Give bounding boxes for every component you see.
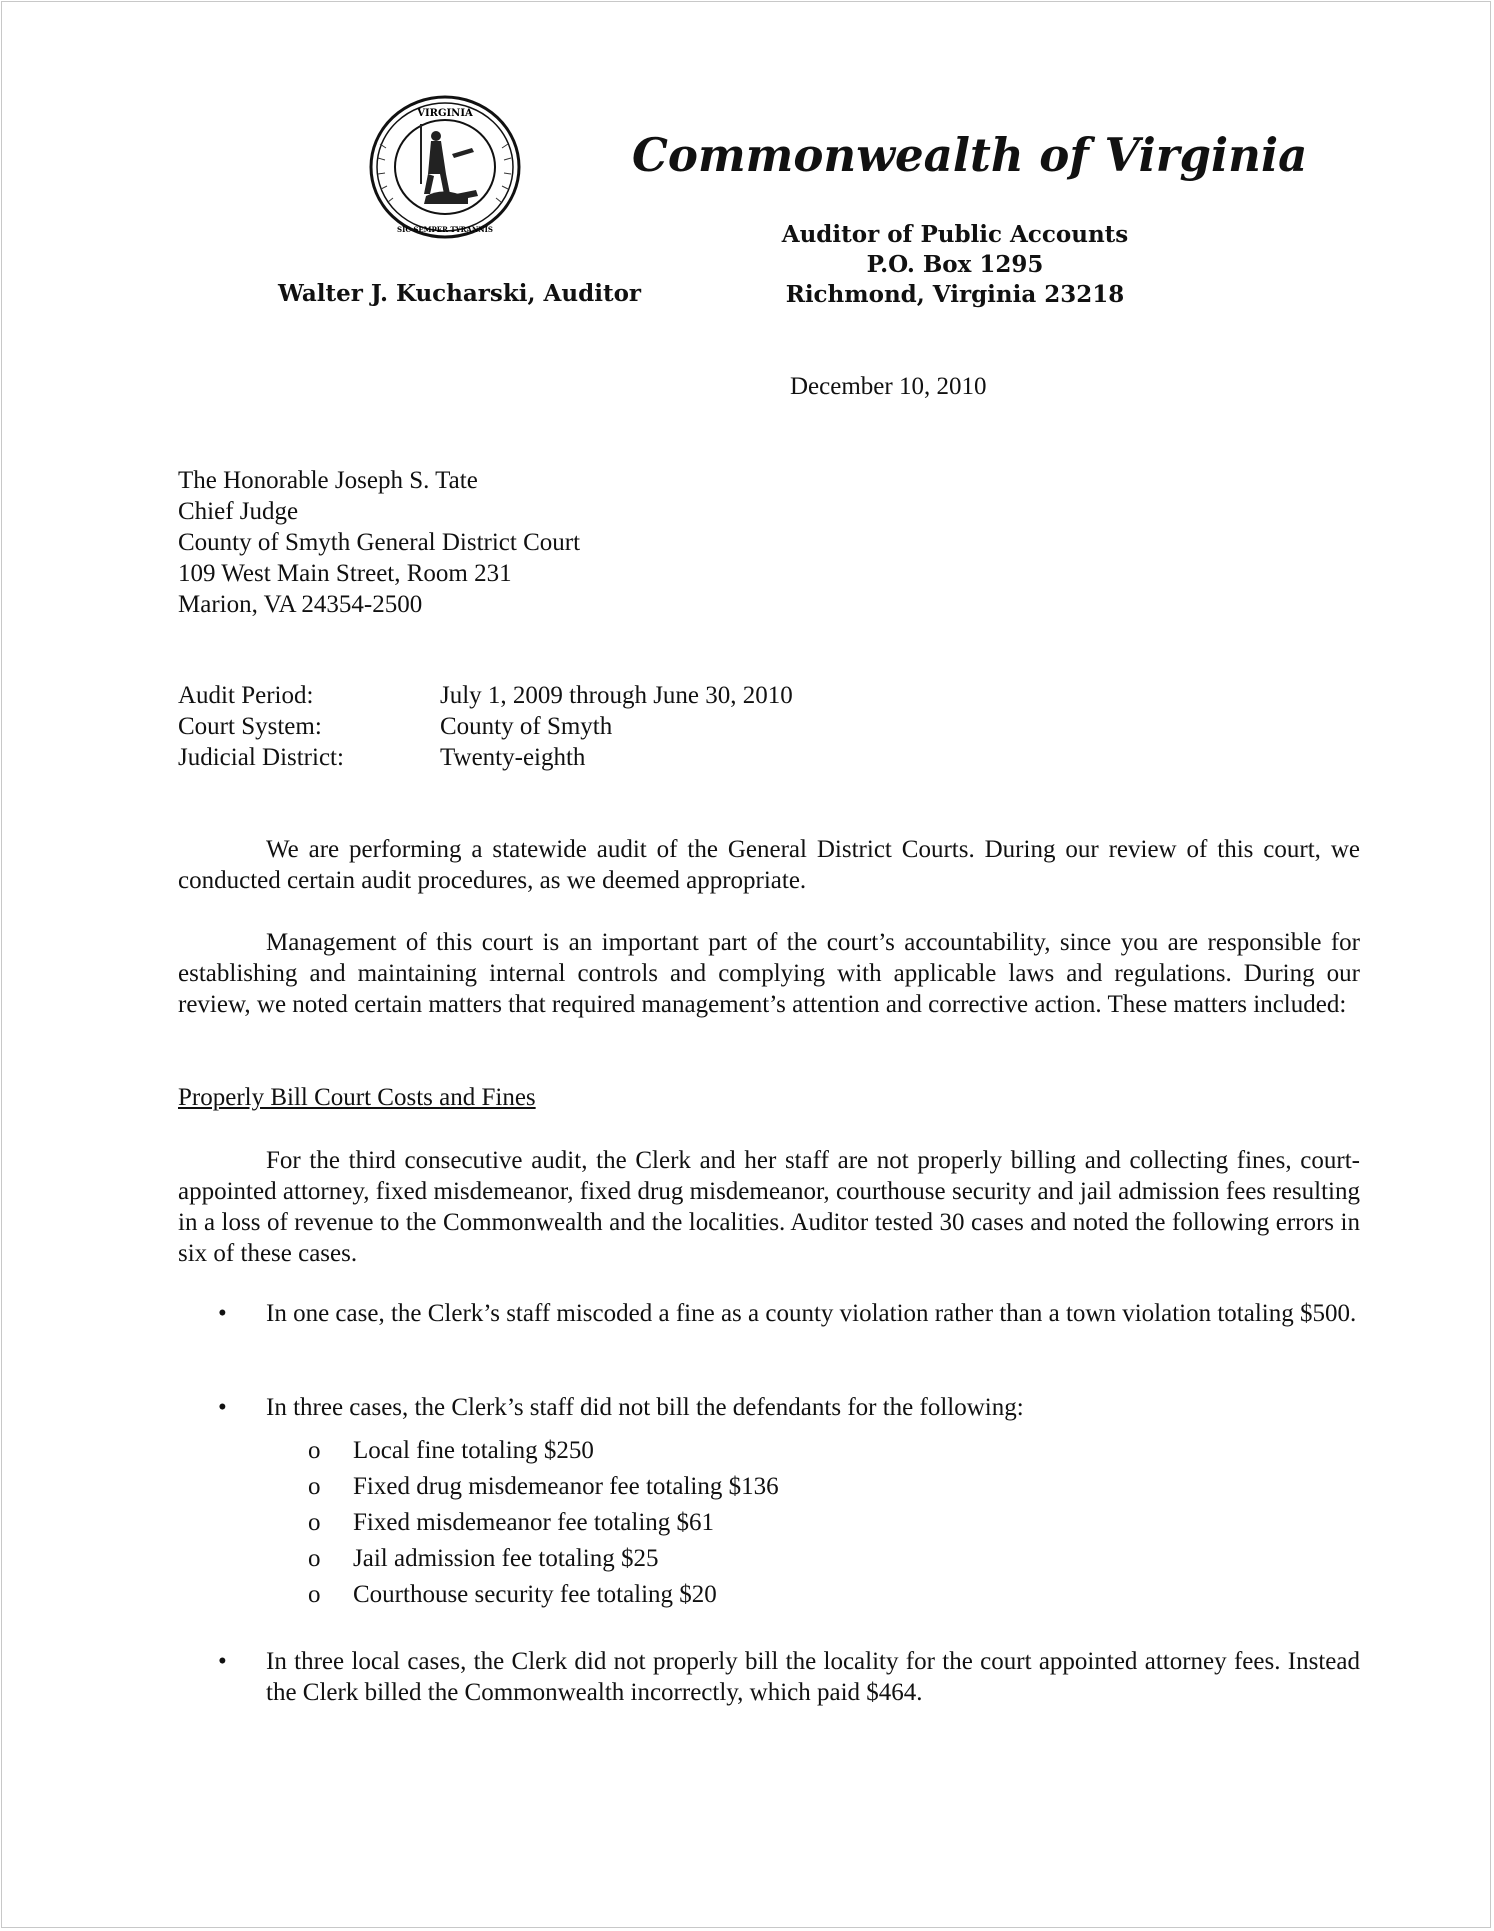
sub-item-text: Jail admission fee totaling $25 (353, 1545, 659, 1572)
bullet-text: In three cases, the Clerk’s staff did not bill the defendants for the following: (266, 1394, 1024, 1421)
sub-list-item (308, 1579, 779, 1615)
sub-item-text: Local fine totaling $250 (353, 1437, 594, 1464)
sub-marker: o (308, 1473, 321, 1500)
city-state-zip: Richmond, Virginia 23218 (785, 281, 1125, 308)
sub-item-text: Courthouse security fee totaling $20 (353, 1581, 717, 1608)
bullet-marker: • (218, 1394, 227, 1421)
bullet-item (178, 1298, 1360, 1329)
seal-bottom-text: SIC SEMPER TYRANNIS (397, 225, 493, 234)
address-line: County of Smyth General District Court (178, 529, 581, 556)
sub-marker: o (308, 1509, 321, 1536)
court-system-label: Court System: (178, 713, 322, 740)
audit-period-label: Audit Period: (178, 682, 314, 709)
letterhead-title: Commonwealth of Virginia (632, 128, 1308, 182)
sub-item-text: Fixed drug misdemeanor fee totaling $136 (353, 1473, 779, 1500)
office-name: Auditor of Public Accounts (781, 221, 1129, 248)
judicial-district-value: Twenty-eighth (440, 744, 586, 771)
auditor-name: Walter J. Kucharski, Auditor (278, 280, 642, 307)
paragraph-management: Management of this court is an important part of the court’s accountability, since you are responsible for establishing and maintaining internal controls and complying with applicable laws and regulations. During our review, we noted certain matters that required management’s attention and corrective action. These matters included: (178, 929, 1360, 1018)
paragraph-findings: For the third consecutive audit, the Clerk and her staff are not properly billing and collecting fines, court-appointed attorney, fixed misdemeanor, fixed drug misdemeanor, courthouse security and jail admission fees resulting in a loss of revenue to the Commonwealth and the localities. Auditor tested 30 cases and noted the following errors in six of these cases. (178, 1147, 1360, 1267)
po-box: P.O. Box 1295 (866, 251, 1044, 278)
sub-list-item (308, 1507, 779, 1543)
seal-top-text: VIRGINIA (417, 108, 473, 119)
section-heading: Properly Bill Court Costs and Fines (178, 1084, 536, 1111)
bullet-marker: • (218, 1300, 227, 1327)
address-line: Chief Judge (178, 498, 299, 525)
office-address (760, 220, 1150, 310)
audit-details (178, 680, 793, 773)
address-line: 109 West Main Street, Room 231 (178, 560, 512, 587)
bullet-text: In three local cases, the Clerk did not properly bill the locality for the court appointed attorney fees. Instead the Clerk billed the Commonwealth incorrectly, which paid $464. (266, 1648, 1360, 1706)
sub-list-item (308, 1543, 779, 1579)
sub-item-text: Fixed misdemeanor fee totaling $61 (353, 1509, 715, 1536)
letter-date: December 10, 2010 (790, 373, 987, 400)
address-line: The Honorable Joseph S. Tate (178, 467, 478, 494)
bullet-item (178, 1646, 1360, 1708)
sub-marker: o (308, 1545, 321, 1572)
sub-marker: o (308, 1437, 321, 1464)
judicial-district-label: Judicial District: (178, 744, 344, 771)
audit-period-value: July 1, 2009 through June 30, 2010 (440, 682, 793, 709)
recipient-address (178, 465, 580, 620)
court-system-value: County of Smyth (440, 713, 613, 740)
sub-list-item (308, 1471, 779, 1507)
bullet-marker: • (218, 1648, 227, 1675)
bullet-item (178, 1392, 1360, 1423)
virginia-seal-logo (368, 94, 522, 240)
paragraph-intro: We are performing a statewide audit of the General District Courts. During our review of this court, we conducted certain audit procedures, as we deemed appropriate. (178, 836, 1360, 894)
address-line: Marion, VA 24354-2500 (178, 591, 423, 618)
sub-list (308, 1435, 779, 1615)
bullet-text: In one case, the Clerk’s staff miscoded a fine as a county violation rather than a town violation totaling $500. (266, 1300, 1357, 1327)
sub-marker: o (308, 1581, 321, 1608)
sub-list-item (308, 1435, 779, 1471)
